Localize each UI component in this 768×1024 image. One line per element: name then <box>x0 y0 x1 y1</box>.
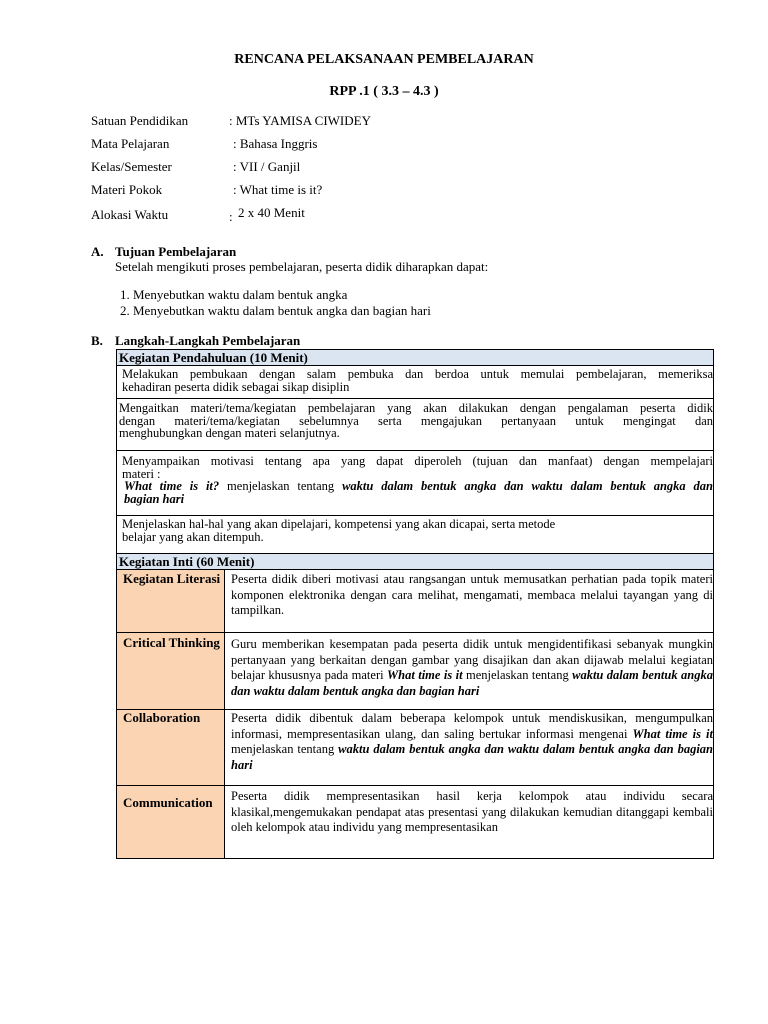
info-value: : Bahasa Inggris <box>233 136 318 151</box>
activity-label: Collaboration <box>117 710 225 785</box>
list-item: 1. Menyebutkan waktu dalam bentuk angka <box>120 287 348 302</box>
table-row <box>117 570 713 633</box>
info-label: Alokasi Waktu <box>91 207 169 222</box>
table-row <box>117 786 713 858</box>
table-row: Mengaitkan materi/tema/kegiatan pembelajaran yang akan dilakukan dengan pengalaman peserta didik dengan materi/tema/kegiatan sebelumnya serta mengajukan pertanyaan untuk mengingat dan menghubungkan dengan materi selanjutnya. <box>117 399 713 451</box>
info-colon: : <box>229 209 233 224</box>
info-value: : MTs YAMISA CIWIDEY <box>229 113 371 128</box>
inti-table <box>116 553 714 859</box>
activity-text: Peserta didik dibentuk dalam beberapa kelompok untuk mendiskusikan, mengumpulkan informasi, mempresentasikan ulang, dan saling bertukar informasi mengenai What time is it menjelaskan tentang waktu dalam bentuk angka dan waktu dalam bentuk angka dan bagian hari <box>231 711 713 772</box>
info-label: Satuan Pendidikan <box>91 113 189 128</box>
activity-text: Guru memberikan kesempatan pada peserta didik untuk mengidentifikasi sebanyak mungkin pertanyaan yang berkaitan dengan gambar yang disajikan dan akan dijawab melalui kegiatan belajar khususnya pada materi What time is it menjelaskan tentang waktu dalam bentuk angka dan waktu dalam bentuk angka dan bagian hari <box>231 637 713 698</box>
table-row <box>117 633 713 710</box>
info-value: : What time is it? <box>233 182 323 197</box>
table-row: Menyampaikan motivasi tentang apa yang dapat diperoleh (tujuan dan manfaat) dengan mempelajari materi : What time is it? menjelaskan tentang waktu dalam bentuk angka dan waktu dalam bentuk angka dan bagian hari <box>117 451 713 516</box>
activity-text: Peserta didik mempresentasikan hasil kerja kelompok atau individu secara klasikal,mengemukakan pendapat atas presentasi yang dilakukan kemudian ditanggapi kembali oleh kelompok atau individu yang mempresentasikan <box>231 789 713 834</box>
activity-label: Communication <box>117 786 225 858</box>
list-item: 2. Menyebutkan waktu dalam bentuk angka dan bagian hari <box>120 303 431 318</box>
activity-text: Peserta didik diberi motivasi atau rangsangan untuk memusatkan perhatian pada topik materi komponen elektronika dengan cara melihat, mengamati, membaca melalui tayangan yang di tampilkan. <box>231 572 713 617</box>
table-row <box>117 710 713 786</box>
rpp-subtitle: RPP .1 ( 3.3 – 4.3 ) <box>329 84 439 99</box>
pendahuluan-header: Kegiatan Pendahuluan (10 Menit) <box>117 350 713 366</box>
section-b-heading: B. Langkah-Langkah Pembelajaran <box>91 333 301 348</box>
table-row: Menjelaskan hal-hal yang akan dipelajari, kompetensi yang akan dicapai, serta metode belajar yang akan ditempuh. <box>122 517 556 544</box>
info-label: Kelas/Semester <box>91 159 172 174</box>
activity-label: Critical Thinking <box>117 633 225 709</box>
info-value: : VII / Ganjil <box>233 159 301 174</box>
section-a-heading: A. Tujuan Pembelajaran <box>91 244 237 259</box>
page-title: RENCANA PELAKSANAAN PEMBELAJARAN <box>234 52 534 67</box>
info-label: Mata Pelajaran <box>91 136 170 151</box>
inti-header: Kegiatan Inti (60 Menit) <box>117 554 713 570</box>
table-row: Melakukan pembukaan dengan salam pembuka dan berdoa untuk memulai pembelajaran, memeriksa kehadiran peserta didik sebagai sikap disiplin <box>117 366 713 399</box>
pendahuluan-table <box>116 349 714 555</box>
section-a-intro: Setelah mengikuti proses pembelajaran, peserta didik diharapkan dapat: <box>115 259 489 274</box>
info-label: Materi Pokok <box>91 182 163 197</box>
activity-label: Kegiatan Literasi <box>117 570 225 632</box>
info-value: 2 x 40 Menit <box>238 205 305 220</box>
